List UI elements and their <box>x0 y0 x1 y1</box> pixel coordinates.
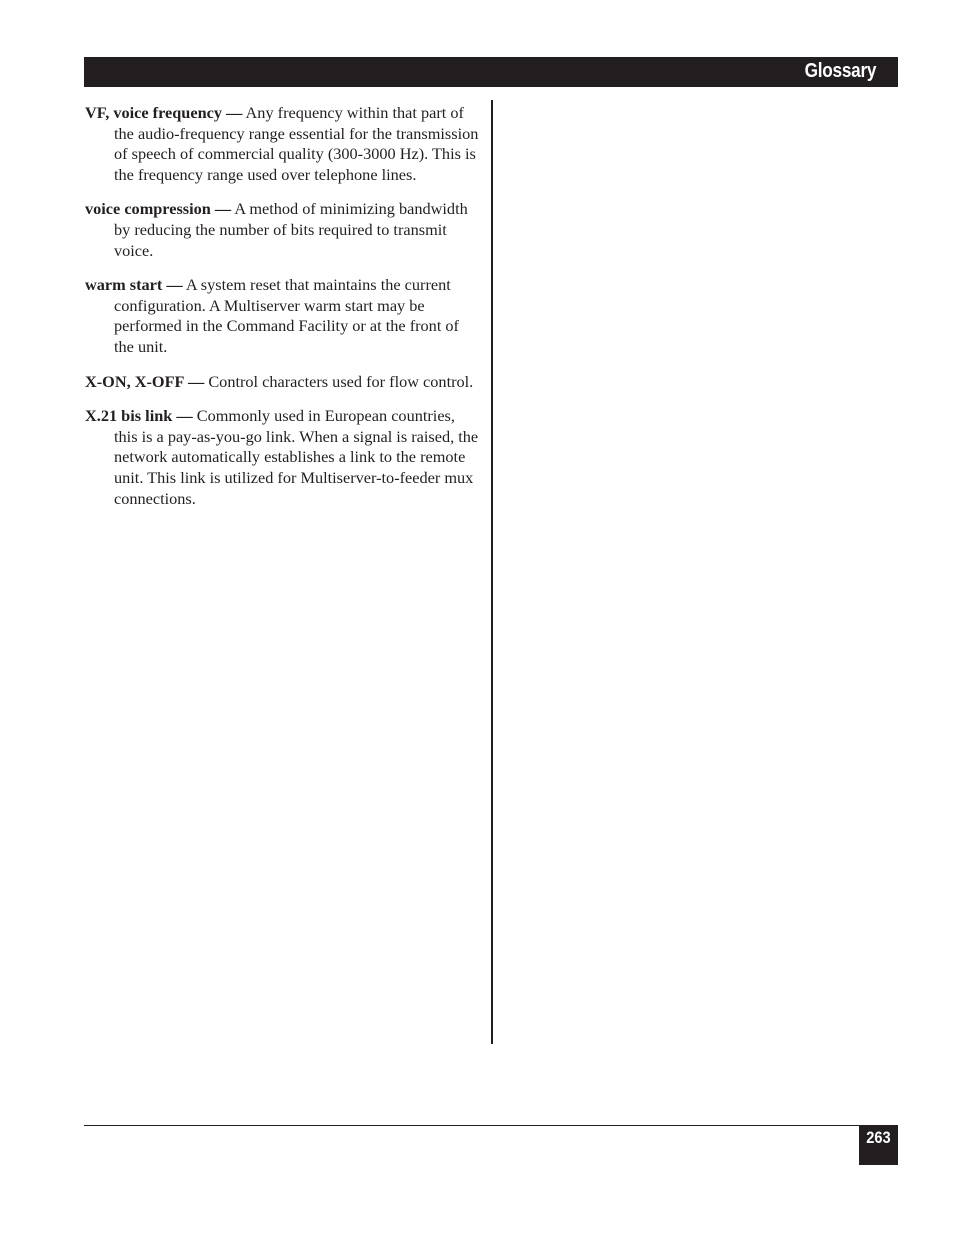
glossary-term: warm start — <box>85 275 183 295</box>
glossary-column <box>85 103 481 523</box>
glossary-entry <box>85 199 481 261</box>
header-bar <box>84 57 898 87</box>
glossary-entry <box>85 406 481 509</box>
page-section-title: Glossary <box>804 60 876 82</box>
glossary-definition: Any frequency within that part of the audio-frequency range essential for the transmission of speech of commercial quality (300-3000 Hz). This is the frequency range used over telephone lines. <box>114 103 479 184</box>
glossary-entry <box>85 103 481 185</box>
glossary-term: voice compression — <box>85 199 232 219</box>
glossary-definition: Commonly used in European countries, this is a pay-as-you-go link. When a signal is raised, the network automatically establishes a link to the remote unit. This link is utilized for Multiserver-to-feeder mux connections. <box>114 406 479 508</box>
glossary-entry <box>85 275 481 357</box>
glossary-term: X.21 bis link — <box>85 406 193 426</box>
page-number: 263 <box>866 1128 891 1147</box>
glossary-definition: A method of minimizing bandwidth by reducing the number of bits required to transmit voice. <box>114 199 468 260</box>
glossary-definition: A system reset that maintains the current configuration. A Multiserver warm start may be performed in the Command Facility or at the front of the unit. <box>114 275 459 356</box>
glossary-definition: Control characters used for flow control. <box>208 371 474 391</box>
glossary-entry <box>85 372 481 393</box>
glossary-term: VF, voice frequency — <box>85 103 243 122</box>
glossary-term: X-ON, X-OFF — <box>85 371 205 391</box>
column-divider <box>491 100 493 1044</box>
footer-rule <box>84 1125 898 1126</box>
page-number-box <box>859 1125 898 1165</box>
